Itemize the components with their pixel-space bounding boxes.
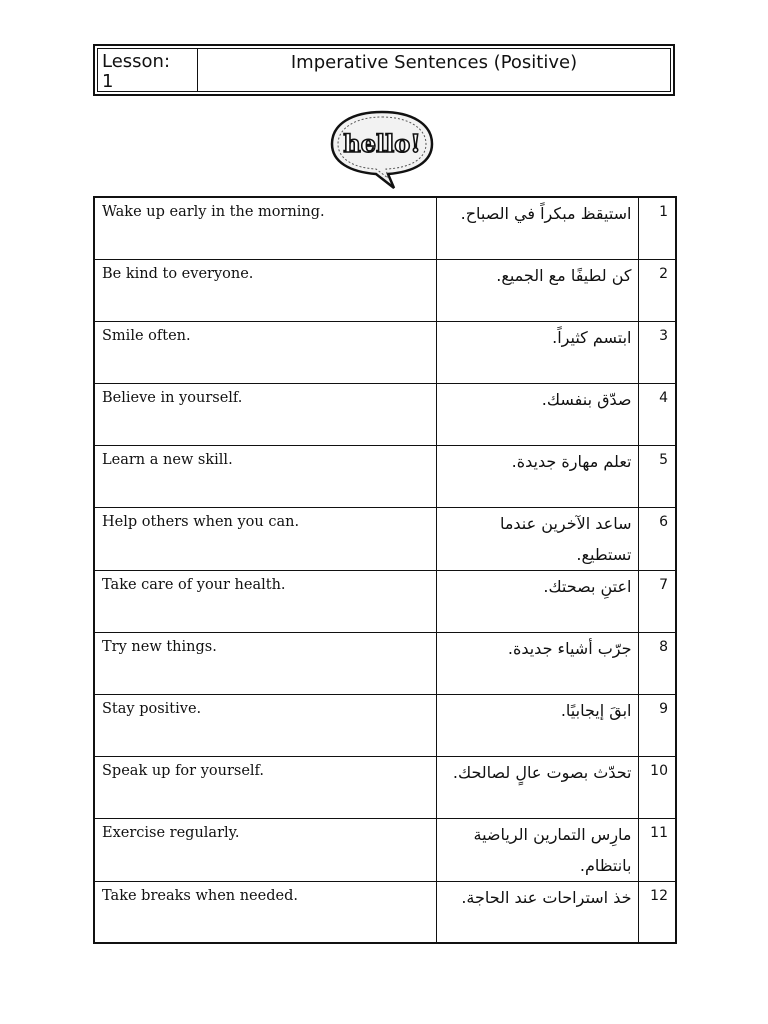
english-sentence: Learn a new skill. [94, 445, 436, 507]
english-sentence: Believe in yourself. [94, 383, 436, 445]
arabic-sentence: خذ استراحات عند الحاجة. [436, 881, 638, 943]
lesson-header [93, 44, 675, 96]
lesson-label: Lesson: [102, 51, 171, 72]
english-sentence: Stay positive. [94, 694, 436, 756]
row-number: 5 [638, 445, 676, 507]
arabic-sentence: كن لطيفًا مع الجميع. [436, 259, 638, 321]
row-number: 4 [638, 383, 676, 445]
sentences-table [93, 196, 677, 944]
hello-logo-text: hello! [343, 129, 421, 158]
table-row [94, 197, 676, 259]
table-row [94, 756, 676, 818]
english-sentence: Try new things. [94, 632, 436, 694]
row-number: 11 [638, 818, 676, 881]
arabic-sentence: اعتنِ بصحتك. [436, 570, 638, 632]
hello-speech-bubble-logo [326, 108, 438, 190]
table-row [94, 321, 676, 383]
english-sentence: Take care of your health. [94, 570, 436, 632]
english-sentence: Exercise regularly. [94, 818, 436, 881]
table-row [94, 881, 676, 943]
row-number: 12 [638, 881, 676, 943]
row-number: 2 [638, 259, 676, 321]
row-number: 8 [638, 632, 676, 694]
table-row [94, 259, 676, 321]
arabic-sentence: ساعد الآخرين عندما تستطيع. [436, 507, 638, 570]
table-row [94, 818, 676, 881]
table-row [94, 507, 676, 570]
english-sentence: Smile often. [94, 321, 436, 383]
table-row [94, 694, 676, 756]
row-number: 1 [638, 197, 676, 259]
table-row [94, 445, 676, 507]
english-sentence: Wake up early in the morning. [94, 197, 436, 259]
lesson-number: 1 [102, 71, 114, 92]
row-number: 9 [638, 694, 676, 756]
table-row [94, 632, 676, 694]
table-row [94, 570, 676, 632]
english-sentence: Take breaks when needed. [94, 881, 436, 943]
arabic-sentence: صدّق بنفسك. [436, 383, 638, 445]
english-sentence: Speak up for yourself. [94, 756, 436, 818]
arabic-sentence: مارِس التمارين الرياضية بانتظام. [436, 818, 638, 881]
lesson-header-inner [97, 48, 671, 92]
row-number: 10 [638, 756, 676, 818]
lesson-title: Imperative Sentences (Positive) [290, 52, 578, 73]
arabic-sentence: تعلم مهارة جديدة. [436, 445, 638, 507]
arabic-sentence: استيقظ مبكراً في الصباح. [436, 197, 638, 259]
lesson-cell [98, 49, 198, 91]
row-number: 7 [638, 570, 676, 632]
arabic-sentence: جرّب أشياء جديدة. [436, 632, 638, 694]
english-sentence: Be kind to everyone. [94, 259, 436, 321]
row-number: 6 [638, 507, 676, 570]
arabic-sentence: تحدّث بصوت عالٍ لصالحك. [436, 756, 638, 818]
english-sentence: Help others when you can. [94, 507, 436, 570]
hello-logo-icon [326, 108, 438, 190]
row-number: 3 [638, 321, 676, 383]
arabic-sentence: ابتسم كثيراً. [436, 321, 638, 383]
arabic-sentence: ابقَ إيجابيًا. [436, 694, 638, 756]
table-row [94, 383, 676, 445]
